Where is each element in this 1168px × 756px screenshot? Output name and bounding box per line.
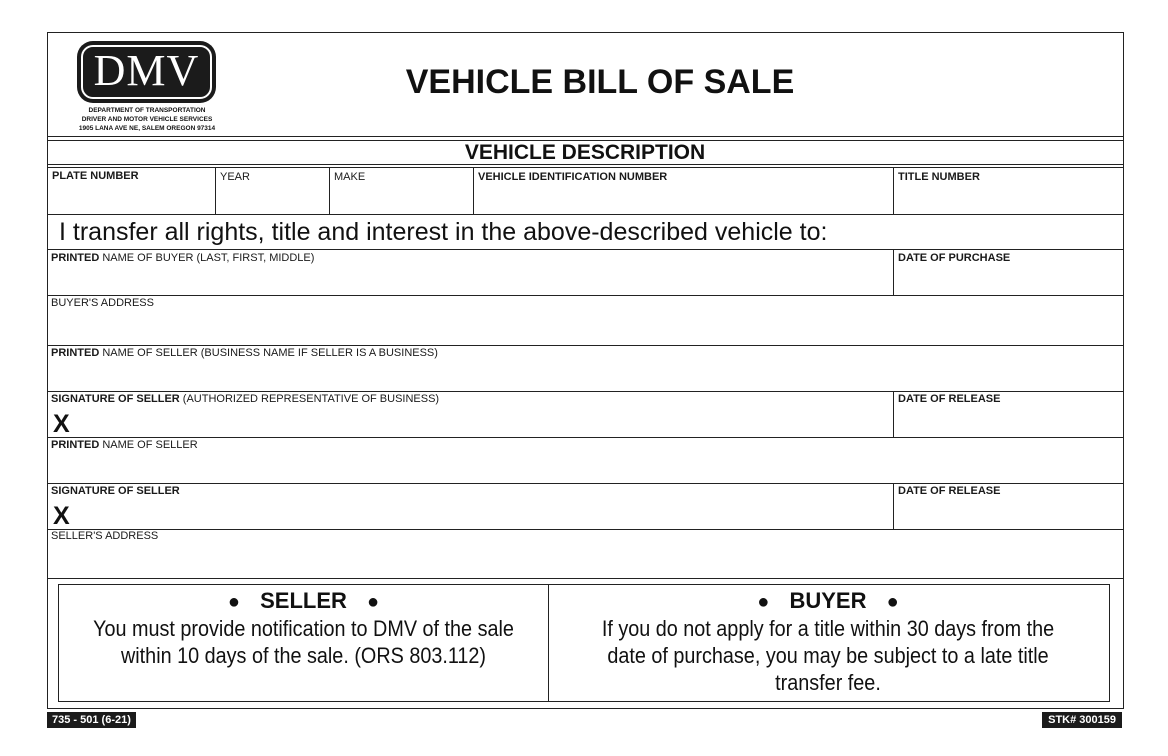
- vin-label: VEHICLE IDENTIFICATION NUMBER: [478, 171, 668, 183]
- plate-number-field[interactable]: [50, 184, 214, 212]
- seller-bullet-right-icon: ●: [367, 591, 380, 613]
- signature-2-x-mark: X: [53, 502, 70, 530]
- sellers-address-field[interactable]: [50, 545, 1122, 575]
- signature-1-x-mark: X: [53, 410, 70, 438]
- buyers-address-bottom: [47, 345, 1123, 346]
- seller-name-1-bottom: [47, 391, 1123, 392]
- agency-line-2: DRIVER AND MOTOR VEHICLE SERVICES: [81, 116, 213, 123]
- notice-divider: [548, 585, 549, 701]
- plate-number-label: PLATE NUMBER: [52, 170, 139, 182]
- buyer-bullet-left-icon: ●: [757, 591, 770, 613]
- signature-1-bottom: [47, 437, 1123, 438]
- buyer-name-label: [51, 252, 314, 264]
- buyer-name-label-bold: PRINTED: [51, 252, 100, 264]
- date-of-release-1-field[interactable]: [896, 408, 1122, 436]
- seller-name-2-label: [51, 439, 198, 451]
- dmv-logo-text: DMV: [93, 46, 200, 95]
- signature-2-field[interactable]: [76, 500, 892, 528]
- seller-notice-text: You must provide notification to DMV of the sale within 10 days of the sale. (ORS 803.112): [93, 616, 514, 668]
- year-field[interactable]: [218, 184, 328, 212]
- buyers-address-field[interactable]: [50, 312, 1122, 344]
- sellers-address-label: SELLER'S ADDRESS: [51, 530, 159, 542]
- buyer-name-field[interactable]: [50, 266, 892, 293]
- signature-1-field[interactable]: [76, 408, 892, 436]
- header-rule-1: [47, 136, 1123, 137]
- buyer-notice-heading: BUYER: [789, 588, 867, 613]
- date-of-release-1-label: DATE OF RELEASE: [898, 393, 1001, 405]
- make-label: MAKE: [334, 171, 366, 183]
- seller-bullet-left-icon: ●: [227, 591, 240, 613]
- signature-2-bottom: [47, 529, 1123, 530]
- buyer-notice-text: If you do not apply for a title within 30 days from the date of purchase, you may be subject to a late title transfer fee.: [601, 616, 1055, 695]
- buyer-notice-heading-row: [550, 588, 1106, 615]
- date-of-purchase-field[interactable]: [896, 266, 1122, 293]
- signature-1-divider: [893, 392, 894, 437]
- dmv-logo: [77, 41, 216, 103]
- buyer-bullet-right-icon: ●: [886, 591, 899, 613]
- agency-line-1: DEPARTMENT OF TRANSPORTATION: [88, 107, 206, 114]
- signature-1-label-bold: SIGNATURE OF SELLER: [51, 393, 180, 405]
- vd-rule-2: [47, 167, 1123, 168]
- agency-line-3: 1905 LANA AVE NE, SALEM OREGON 97314: [78, 125, 216, 132]
- buyer-name-label-rest: NAME OF BUYER (LAST, FIRST, MIDDLE): [99, 252, 315, 264]
- stock-number-tag: STK# 300159: [1042, 712, 1122, 728]
- seller-name-1-label-bold: PRINTED: [51, 347, 100, 359]
- year-label: YEAR: [220, 171, 250, 183]
- vd-divider-1: [215, 168, 216, 214]
- buyer-notice: [550, 588, 1106, 696]
- vd-divider-4: [893, 168, 894, 214]
- seller-name-1-field[interactable]: [50, 361, 1122, 389]
- vd-divider-2: [329, 168, 330, 214]
- signature-2-label: SIGNATURE OF SELLER: [51, 485, 180, 497]
- date-of-purchase-label: DATE OF PURCHASE: [898, 252, 1011, 264]
- date-of-release-2-field[interactable]: [896, 500, 1122, 528]
- seller-name-2-label-rest: NAME OF SELLER: [99, 439, 198, 451]
- signature-1-label: [51, 393, 439, 405]
- date-of-release-2-label: DATE OF RELEASE: [898, 485, 1001, 497]
- buyers-address-label: BUYER'S ADDRESS: [51, 297, 154, 309]
- seller-name-2-bottom: [47, 483, 1123, 484]
- vehicle-description-heading: VEHICLE DESCRIPTION: [464, 141, 706, 164]
- title-number-field[interactable]: [896, 184, 1122, 212]
- seller-name-2-field[interactable]: [50, 453, 1122, 481]
- seller-name-2-label-bold: PRINTED: [51, 439, 100, 451]
- transfer-statement: I transfer all rights, title and interest in the above-described vehicle to:: [59, 218, 828, 246]
- seller-notice: [60, 588, 547, 669]
- title-number-label: TITLE NUMBER: [898, 171, 980, 183]
- vin-field[interactable]: [476, 184, 892, 212]
- buyer-row-bottom: [47, 295, 1123, 296]
- sellers-address-bottom: [47, 578, 1123, 579]
- seller-name-1-label-rest: NAME OF SELLER (BUSINESS NAME IF SELLER IS A BUSINESS): [99, 347, 438, 359]
- transfer-rule: [47, 249, 1123, 250]
- seller-notice-heading-row: [60, 588, 547, 615]
- form-title: VEHICLE BILL OF SALE: [405, 63, 795, 101]
- signature-2-divider: [893, 484, 894, 529]
- vd-rule-1: [47, 164, 1123, 165]
- vd-row-bottom: [47, 214, 1123, 215]
- form-number-tag: 735 - 501 (6-21): [47, 712, 136, 728]
- vd-divider-3: [473, 168, 474, 214]
- buyer-row-divider: [893, 250, 894, 295]
- signature-1-label-rest: (AUTHORIZED REPRESENTATIVE OF BUSINESS): [179, 393, 440, 405]
- seller-name-1-label: [51, 347, 438, 359]
- make-field[interactable]: [332, 184, 472, 212]
- seller-notice-heading: SELLER: [260, 588, 347, 613]
